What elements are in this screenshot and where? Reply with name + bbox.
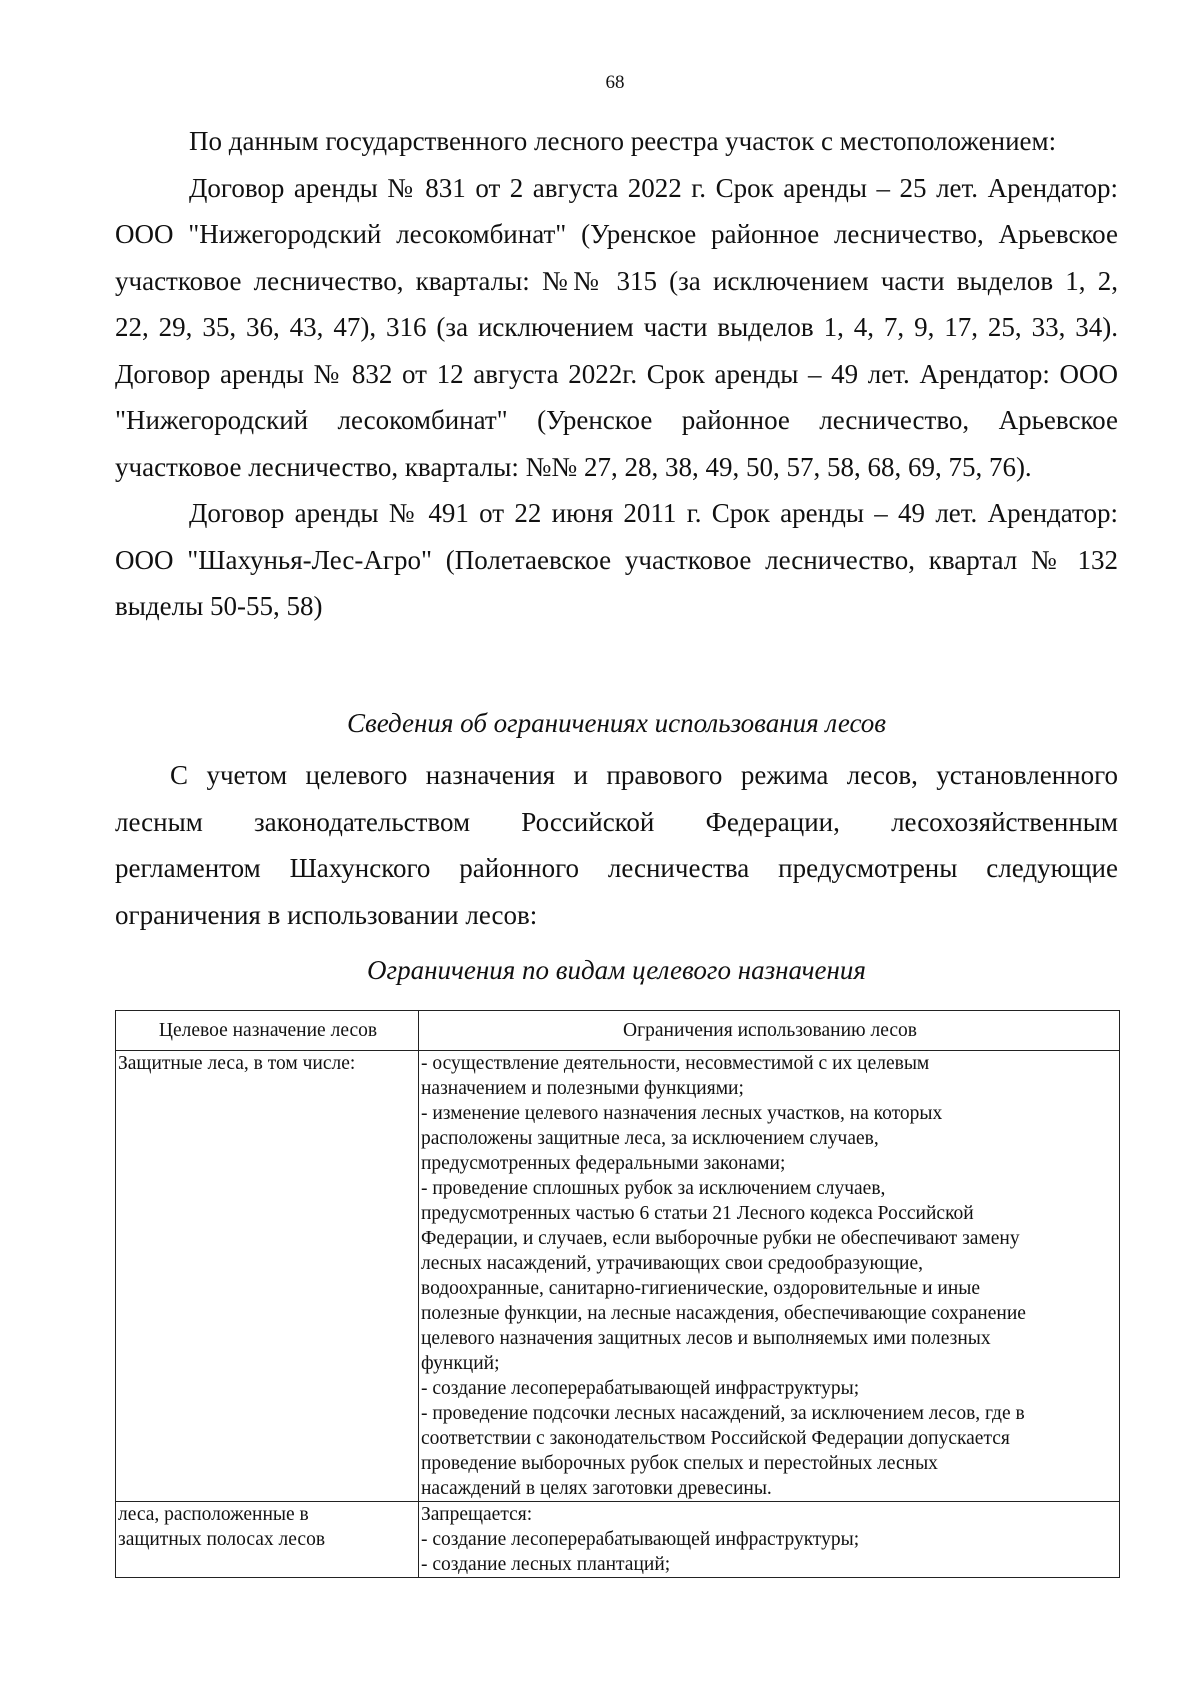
cell-line: защитных полосах лесов <box>118 1529 326 1550</box>
text-line: 22, 29, 35, 36, 43, 47), 316 (за исключением части выделов 1, 4, 7, 9, 17, 25, 33, 34). <box>115 312 1118 342</box>
cell-line: - проведение сплошных рубок за исключением случаев, <box>421 1178 886 1199</box>
cell-line: леса, расположенные в <box>118 1504 309 1525</box>
cell-line: полезные функции, на лесные насаждения, обеспечивающие сохранение <box>421 1303 1026 1324</box>
text-line: выделы 50-55, 58) <box>115 591 323 621</box>
text-line: регламентом Шахунского районного лесничества предусмотрены следующие <box>115 853 1118 883</box>
registry-intro-paragraph: По данным государственного лесного реестра участок с местоположением: <box>189 126 1057 156</box>
cell-line: насаждений в целях заготовки древесины. <box>421 1478 772 1499</box>
cell-line: Запрещается: <box>421 1504 533 1525</box>
table-row <box>116 1502 1120 1578</box>
column-header-restrictions: Ограничения использованию лесов <box>419 1011 1120 1051</box>
text-line: ООО "Нижегородский лесокомбинат" (Уренское районное лесничество, Арьевское <box>115 219 1118 249</box>
section-heading: Сведения об ограничениях использования лесов <box>346 708 887 738</box>
cell-line: целевого назначения защитных лесов и выполняемых ими полезных <box>421 1328 991 1349</box>
cell-line: - создание лесоперерабатывающей инфраструктуры; <box>421 1378 860 1399</box>
restrictions-intro-paragraph <box>115 752 1118 938</box>
text-line: лесным законодательством Российской Федерации, лесохозяйственным <box>115 806 1118 837</box>
cell-line: проведение выборочных рубок спелых и перестойных лесных <box>421 1453 938 1474</box>
text-line: "Нижегородский лесокомбинат" (Уренское районное лесничество, Арьевское <box>115 405 1118 435</box>
table-caption: Ограничения по видам целевого назначения <box>367 955 866 985</box>
cell-line: расположены защитные леса, за исключением случаев, <box>421 1128 879 1149</box>
text-line: Договор аренды № 491 от 22 июня 2011 г. Срок аренды – 49 лет. Арендатор: <box>189 498 1118 528</box>
cell-line: лесных насаждений, утрачивающих свои средообразующие, <box>421 1253 923 1274</box>
lease-agreements-paragraph <box>115 165 1118 491</box>
text-line: ООО "Шахунья-Лес-Агро" (Полетаевское участковое лесничество, квартал № 132 <box>115 544 1118 575</box>
purpose-cell <box>116 1502 419 1578</box>
cell-line: - осуществление деятельности, несовместимой с их целевым <box>421 1053 930 1074</box>
column-header-purpose: Целевое назначение лесов <box>116 1011 419 1051</box>
restrictions-cell <box>419 1051 1120 1502</box>
table-row <box>116 1051 1120 1502</box>
cell-line: водоохранные, санитарно-гигиенические, оздоровительные и иные <box>421 1278 981 1299</box>
cell-line: - изменение целевого назначения лесных участков, на которых <box>421 1103 943 1124</box>
cell-line: - проведение подсочки лесных насаждений, за исключением лесов, где в <box>421 1403 1025 1424</box>
cell-line: - создание лесоперерабатывающей инфраструктуры; <box>421 1529 860 1550</box>
text-line: участковое лесничество, кварталы: №№ 315 (за исключением части выделов 1, 2, <box>115 265 1118 296</box>
cell-line: предусмотренных частью 6 статьи 21 Лесного кодекса Российской <box>421 1203 974 1224</box>
text-line: участковое лесничество, кварталы: №№ 27, 28, 38, 49, 50, 57, 58, 68, 69, 75, 76). <box>115 451 1032 482</box>
restrictions-table <box>115 1010 1120 1578</box>
table-header-row <box>116 1011 1120 1051</box>
lease-491-paragraph <box>115 490 1118 630</box>
page-number: 68 <box>605 72 625 93</box>
cell-line: функций; <box>421 1353 500 1374</box>
purpose-cell: Защитные леса, в том числе: <box>116 1051 419 1502</box>
cell-line: Федерации, и случаев, если выборочные рубки не обеспечивают замену <box>421 1228 1020 1249</box>
cell-line: - создание лесных плантаций; <box>421 1554 671 1575</box>
restrictions-cell <box>419 1502 1120 1578</box>
lease-info-block <box>115 118 1118 630</box>
text-line: Договор аренды № 832 от 12 августа 2022г. Срок аренды – 49 лет. Арендатор: ООО <box>115 358 1118 389</box>
text-line: ограничения в использовании лесов: <box>115 899 538 930</box>
text-line: Договор аренды № 831 от 2 августа 2022 г. Срок аренды – 25 лет. Арендатор: <box>189 172 1118 203</box>
text-line: С учетом целевого назначения и правового режима лесов, установленного <box>170 760 1118 790</box>
cell-line: предусмотренных федеральными законами; <box>421 1153 786 1174</box>
cell-line: назначением и полезными функциями; <box>421 1078 744 1099</box>
cell-line: соответствии с законодательством Российской Федерации допускается <box>421 1428 1010 1449</box>
